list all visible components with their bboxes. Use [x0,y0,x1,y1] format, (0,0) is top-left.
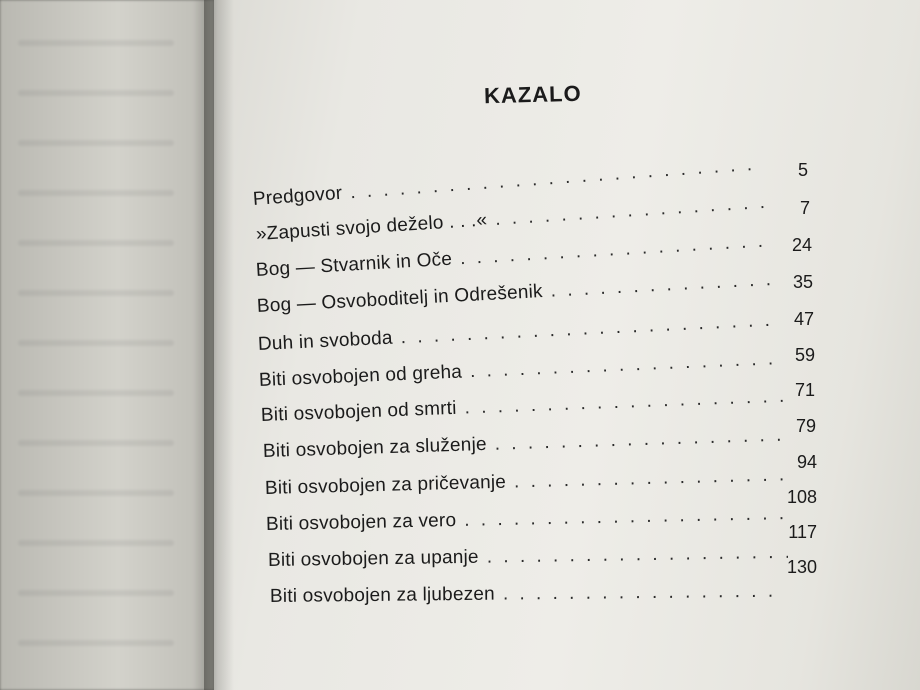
toc-page-number: 59 [794,345,815,365]
toc-entry [257,310,777,356]
toc-entry-title: Biti osvobojen za služenje [262,433,488,462]
toc-page-number: 130 [786,557,817,577]
toc-page-number: 24 [791,235,812,255]
toc-page-number: 35 [792,272,813,292]
toc-page-number: 79 [795,416,816,436]
toc-entry [266,503,791,536]
toc-entry-title: Biti osvobojen za pričevanje [264,471,507,499]
toc-page-number: 5 [797,160,808,180]
toc-leader-dots [514,464,790,493]
toc-entry-title: »Zapusti svojo deželo . . .« [255,209,488,245]
toc-entry-title: Biti osvobojen za vero [265,510,457,535]
toc-page-number: 47 [793,309,814,329]
toc-entry [261,386,786,427]
toc-entry [268,542,788,572]
toc-leader-dots [400,310,778,350]
toc-page-number: 108 [786,487,817,507]
toc-page-number: 71 [794,380,815,400]
toc-leader-dots [503,581,785,606]
toc-page-number: 94 [796,452,817,472]
toc-entry-title: Bog — Osvoboditelj in Odrešenik [256,281,544,317]
toc-entry-title: Bog — Stvarnik in Oče [255,248,453,281]
toc-entry-title: Duh in svoboda [257,327,394,355]
toc-leader-dots [494,192,765,231]
toc-heading: KAZALO [483,80,582,109]
toc-entry [270,581,785,608]
toc-entry-title: Biti osvobojen za ljubezen [269,583,495,607]
toc-entry-title: Biti osvobojen od smrti [260,397,457,426]
toc-leader-dots [494,424,791,455]
toc-entry-title: Predgovor [252,182,343,210]
toc-page-number: 117 [788,522,817,542]
toc-page-number: 7 [799,198,810,218]
toc-leader-dots [487,542,789,569]
toc-leader-dots [464,503,791,532]
toc-entry-title: Biti osvobojen za upanje [267,546,479,571]
toc-entry [263,424,791,463]
toc-leader-dots [470,348,784,383]
toc-leader-dots [459,230,770,270]
toc-leader-dots [550,269,777,303]
toc-leader-dots [464,386,786,420]
toc-entry [265,464,790,500]
toc-entry [259,348,784,392]
toc-entry-title: Biti osvobojen od greha [258,361,463,391]
